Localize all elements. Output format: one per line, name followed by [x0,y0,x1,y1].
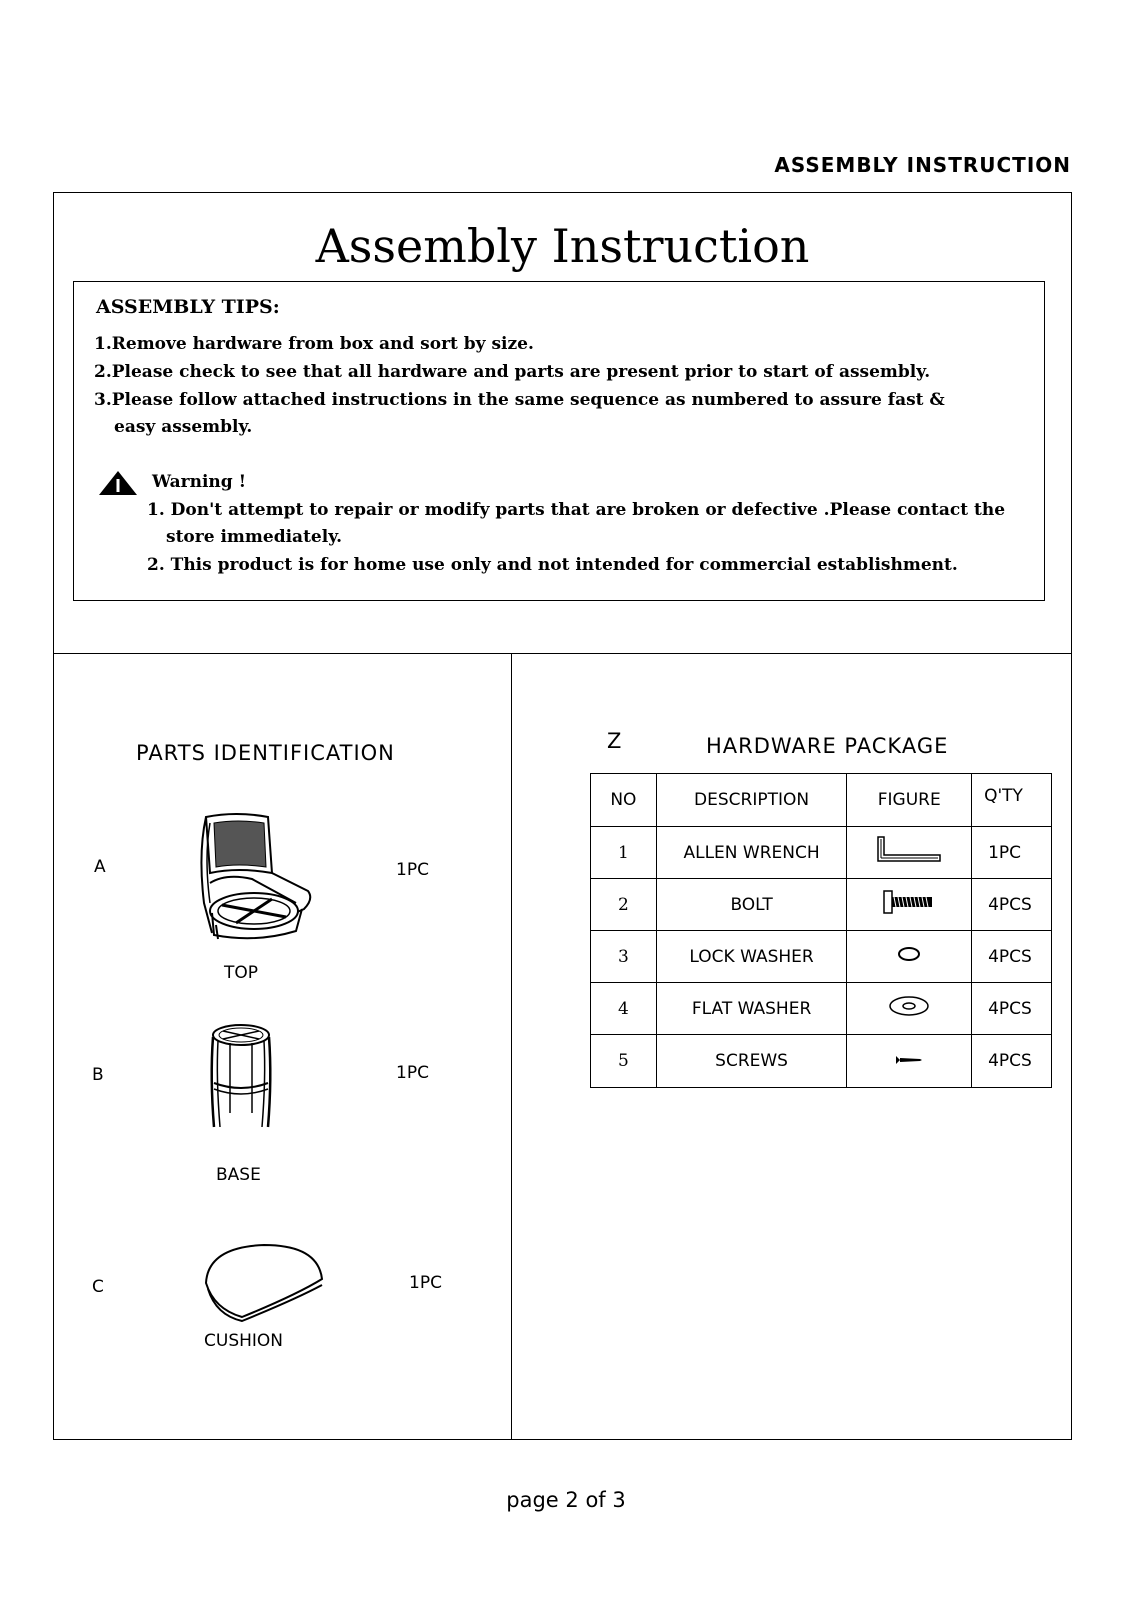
hardware-title: HARDWARE PACKAGE [706,734,949,758]
row-description: SCREWS [656,1035,847,1088]
column-header: NO [591,774,657,827]
row-qty: 1PC [972,827,1052,879]
allen-wrench-icon [876,835,942,865]
row-no: 3 [591,931,657,983]
row-no: 2 [591,879,657,931]
table-row [591,827,1052,879]
row-qty: 4PCS [972,931,1052,983]
tip-line: 1.Remove hardware from box and sort by size. [94,334,534,354]
section-divider [54,653,1071,654]
flat-washer-icon [887,994,931,1018]
table-row [591,983,1052,1035]
tip-line: 3.Please follow attached instructions in the same sequence as numbered to assure fast & [94,390,945,410]
tips-heading: ASSEMBLY TIPS: [96,296,280,318]
assembly-tips-box [73,281,1045,601]
table-row [591,931,1052,983]
chair-top-icon [196,813,321,943]
column-header: Q'TY [972,774,1052,827]
part-qty: 1PC [396,860,429,880]
page-number: page 2 of 3 [506,1488,626,1512]
hardware-marker: Z [607,729,623,753]
row-no: 5 [591,1035,657,1088]
column-header: DESCRIPTION [656,774,847,827]
row-no: 1 [591,827,657,879]
column-divider [511,653,512,1439]
page-title: Assembly Instruction [315,219,810,273]
part-name: CUSHION [204,1331,283,1351]
part-letter: C [92,1277,104,1297]
warning-triangle-icon [98,470,138,496]
tip-line: 2.Please check to see that all hardware and parts are present prior to start of assembly. [94,362,931,382]
warning-label: Warning ! [152,472,247,492]
row-description: FLAT WASHER [656,983,847,1035]
part-letter: A [94,857,106,877]
tip-line: easy assembly. [114,417,253,437]
stool-base-icon [206,1023,276,1133]
part-qty: 1PC [409,1273,442,1293]
warning-line: 2. This product is for home use only and not intended for commercial establishment. [147,555,958,575]
warning-line: 1. Don't attempt to repair or modify parts that are broken or defective .Please contact the [147,500,1006,520]
row-description: LOCK WASHER [656,931,847,983]
header-label: ASSEMBLY INSTRUCTION [774,153,1071,177]
column-header: FIGURE [847,774,972,827]
row-qty: 4PCS [972,983,1052,1035]
table-row [591,1035,1052,1088]
instruction-frame [53,192,1072,1440]
hardware-table [590,773,1052,1088]
part-letter: B [92,1065,104,1085]
row-qty: 4PCS [972,1035,1052,1088]
lock-washer-icon [896,946,922,962]
part-qty: 1PC [396,1063,429,1083]
parts-title: PARTS IDENTIFICATION [136,741,395,765]
table-row [591,879,1052,931]
warning-line: store immediately. [166,527,343,547]
part-name: TOP [224,963,259,983]
screw-icon [894,1054,924,1066]
part-name: BASE [216,1165,261,1185]
row-no: 4 [591,983,657,1035]
row-description: BOLT [656,879,847,931]
bolt-icon [882,889,936,915]
cushion-icon [202,1243,326,1323]
table-header-row [591,774,1052,827]
row-description: ALLEN WRENCH [656,827,847,879]
row-qty: 4PCS [972,879,1052,931]
